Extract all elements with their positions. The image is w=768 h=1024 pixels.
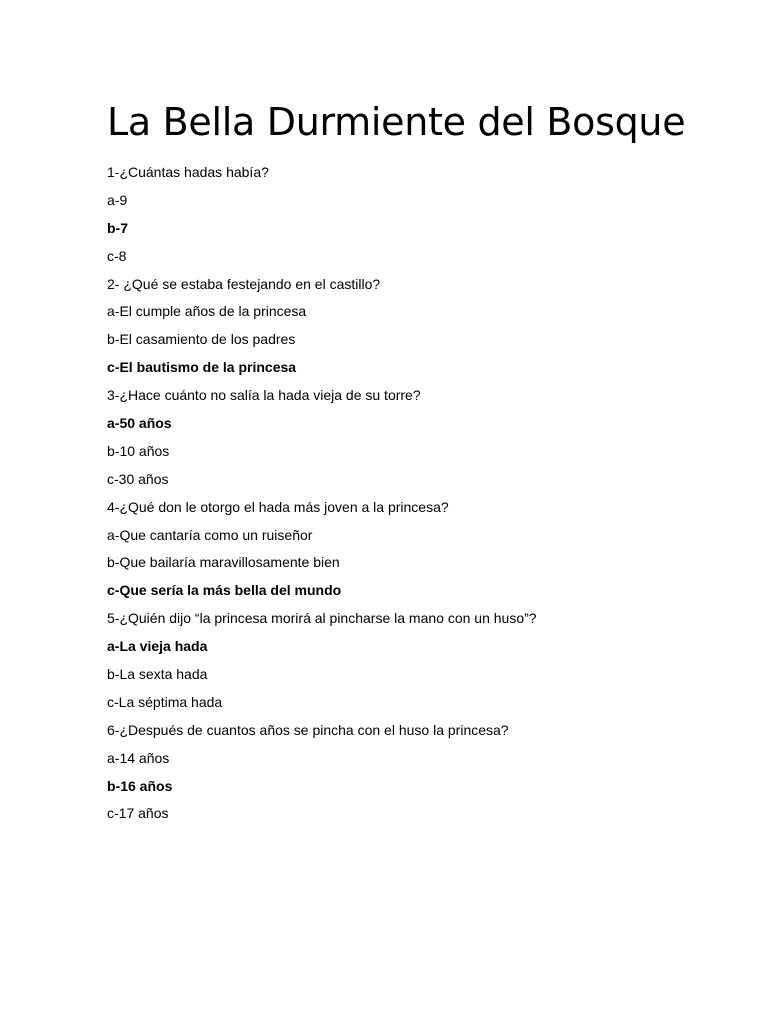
document-title: La Bella Durmiente del Bosque xyxy=(107,100,686,144)
answer-option: b-El casamiento de los padres xyxy=(107,331,296,348)
answer-option: c-8 xyxy=(107,247,127,264)
question-text: 2- ¿Qué se estaba festejando en el castillo? xyxy=(107,275,381,292)
answer-option: a-9 xyxy=(107,191,128,208)
document-page xyxy=(107,92,727,828)
answer-option: c-17 años xyxy=(107,805,169,822)
answer-option: a-El cumple años de la princesa xyxy=(107,303,307,320)
question-text: 6-¿Después de cuantos años se pincha con el huso la princesa? xyxy=(107,721,509,738)
answer-option: b-Que bailaría maravillosamente bien xyxy=(107,554,340,571)
answer-option: a-Que cantaría como un ruiseñor xyxy=(107,526,313,543)
question-text: 3-¿Hace cuánto no salía la hada vieja de su torre? xyxy=(107,387,421,404)
answer-option: b-10 años xyxy=(107,442,170,459)
answer-option: c-30 años xyxy=(107,470,169,487)
question-text: 4-¿Qué don le otorgo el hada más joven a la princesa? xyxy=(107,498,449,515)
answer-option: c-La séptima hada xyxy=(107,693,223,710)
answer-option: a-14 años xyxy=(107,749,170,766)
answer-option: b-La sexta hada xyxy=(107,666,208,683)
correct-answer-option: b-16 años xyxy=(107,777,173,794)
question-list xyxy=(107,159,727,828)
correct-answer-option: c-El bautismo de la princesa xyxy=(107,359,297,376)
correct-answer-option: a-La vieja hada xyxy=(107,638,208,655)
question-text: 5-¿Quién dijo “la princesa morirá al pincharse la mano con un huso”? xyxy=(107,610,537,627)
correct-answer-option: a-50 años xyxy=(107,415,172,432)
question-text: 1-¿Cuántas hadas había? xyxy=(107,164,269,180)
correct-answer-option: b-7 xyxy=(107,219,128,236)
correct-answer-option: c-Que sería la más bella del mundo xyxy=(107,582,342,599)
